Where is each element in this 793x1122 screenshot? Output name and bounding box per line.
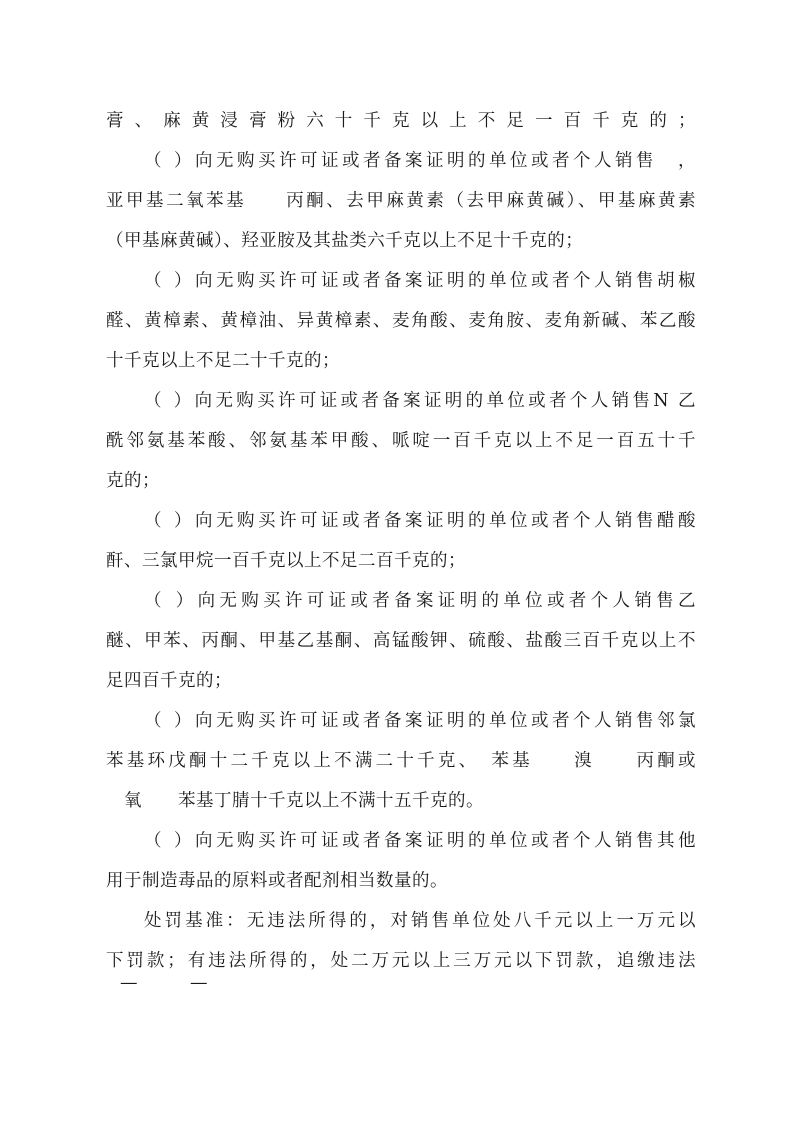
text-line: 醚、甲苯、丙酮、甲基乙基酮、高锰酸钾、硫酸、盐酸三百千克以上不: [106, 631, 696, 651]
text-line: 下罚款；有违法所得的，处二万元以上三万元以下罚款，追缴违法: [106, 951, 696, 971]
text-line: 亚甲基二氧苯基 丙酮、去甲麻黄素（去甲麻黄碱）、甲基麻黄素: [106, 191, 696, 211]
text-line: 酐、三氯甲烷一百千克以上不足二百千克的；: [106, 551, 466, 571]
text-line: （ ）向无购买许可证或者备案证明的单位或者个人销售胡椒: [144, 271, 696, 291]
text-line: （ ）向无购买许可证或者备案证明的单位或者个人销售醋酸: [144, 511, 696, 531]
text-line: （ ）向无购买许可证或者备案证明的单位或者个人销售 ，: [144, 151, 696, 171]
text-line: 十千克以上不足二十千克的；: [106, 351, 340, 371]
text-line: 醛、黄樟素、黄樟油、异黄樟素、麦角酸、麦角胺、麦角新碱、苯乙酸: [106, 311, 696, 331]
page-number: — —: [120, 973, 208, 993]
text-line: 膏、麻黄浸膏粉六十千克以上不足一百千克的；: [106, 111, 696, 131]
text-line: 苯基环戊酮十二千克以上不满二十千克、 苯基 溴 丙酮或: [106, 751, 696, 771]
text-line: （ ）向无购买许可证或者备案证明的单位或者个人销售乙: [144, 591, 696, 611]
text-line: 处罚基准：无违法所得的，对销售单位处八千元以上一万元以: [144, 911, 696, 931]
text-line: 克的；: [106, 471, 160, 491]
text-line: （ ）向无购买许可证或者备案证明的单位或者个人销售邻氯: [144, 711, 696, 731]
text-line: （ ）向无购买许可证或者备案证明的单位或者个人销售N 乙: [144, 391, 696, 411]
text-line: 酰邻氨基苯酸、邻氨基苯甲酸、哌啶一百千克以上不足一百五十千: [106, 431, 696, 451]
text-line: 用于制造毒品的原料或者配剂相当数量的。: [106, 871, 448, 891]
text-line: （ ）向无购买许可证或者备案证明的单位或者个人销售其他: [144, 831, 696, 851]
text-line: （甲基麻黄碱）、羟亚胺及其盐类六千克以上不足十千克的；: [106, 231, 584, 251]
text-line: 氧 苯基丁腈十千克以上不满十五千克的。: [106, 791, 484, 811]
text-line: 足四百千克的；: [106, 671, 232, 691]
